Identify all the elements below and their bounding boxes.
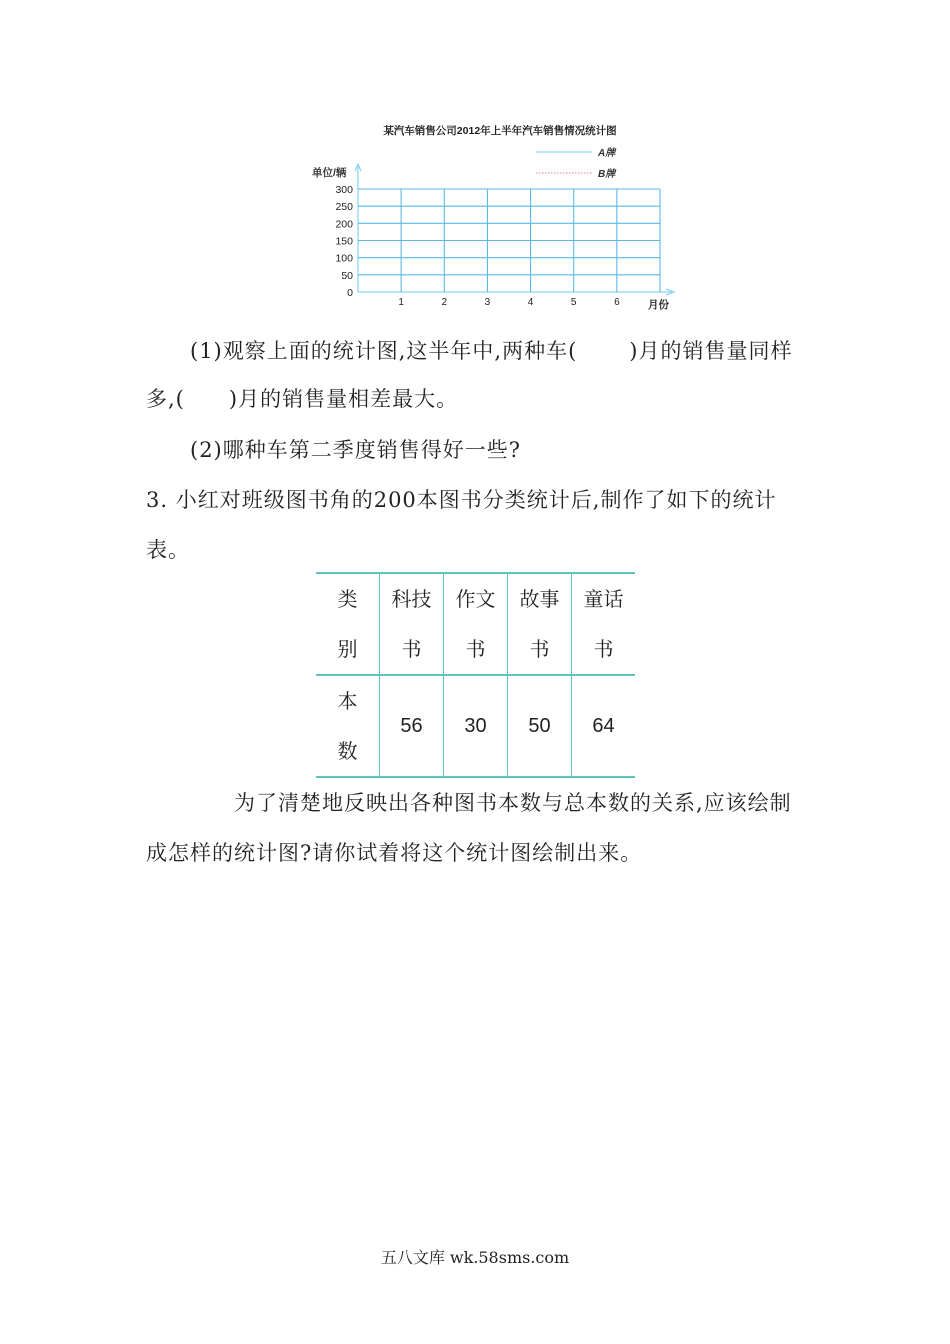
x-tick-label: 2 [441, 297, 448, 308]
question-3-line-1: 3. 小红对班级图书角的200本图书分类统计后,制作了如下的统计 [146, 488, 777, 512]
legend-label-2: B牌 [598, 169, 616, 180]
q1-text-d: )月的销售量相差最大。 [228, 387, 459, 411]
table-cell: 30 [444, 675, 508, 777]
y-tick-label: 50 [341, 269, 353, 282]
x-tick-label: 6 [614, 297, 620, 308]
table-row [316, 675, 635, 777]
table-header-cell: 作文 书 [444, 573, 508, 675]
y-tick-label: 100 [335, 252, 353, 265]
question-1-line-1 [190, 336, 793, 366]
table-cell: 64 [572, 675, 636, 777]
y-axis-label: 单位/辆 [312, 167, 347, 179]
sales-line-chart [300, 112, 700, 312]
question-3-line-2: 表。 [146, 538, 190, 562]
q1-text-a: (1)观察上面的统计图,这半年中,两种车( [190, 339, 578, 363]
question-3-followup-line-2: 成怎样的统计图?请你试着将这个统计图绘制出来。 [146, 841, 643, 865]
table-row-label: 本 数 [316, 675, 380, 777]
x-axis-label: 月份 [648, 299, 669, 311]
x-tick-label: 4 [527, 297, 534, 308]
table-header-cell: 故事 书 [508, 573, 572, 675]
chart-title: 某汽车销售公司2012年上半年汽车销售情况统计图 [383, 125, 617, 137]
table-cell: 50 [508, 675, 572, 777]
y-tick-label: 250 [335, 201, 353, 214]
table-header-row [316, 573, 635, 675]
question-3-followup-line-1: 为了清楚地反映出各种图书本数与总本数的关系,应该绘制 [234, 791, 792, 815]
x-tick-label: 1 [398, 297, 404, 308]
y-tick-label: 150 [335, 235, 353, 248]
x-tick-label: 5 [570, 297, 577, 308]
footer-watermark: 五八文库 wk.58sms.com [380, 1248, 570, 1267]
question-1-line-2 [146, 384, 458, 414]
sales-chart [300, 112, 700, 312]
table-header-cell: 童话 书 [572, 573, 636, 675]
q1-text-c: 多,( [146, 387, 185, 411]
y-tick-label: 200 [335, 218, 353, 231]
table-cell: 56 [380, 675, 444, 777]
table-header-cell: 类 别 [316, 573, 380, 675]
book-stats-table [316, 572, 635, 778]
question-2: (2)哪种车第二季度销售得好一些? [190, 438, 522, 462]
q1-text-b: )月的销售量同样 [629, 339, 793, 363]
legend-label-1: A牌 [598, 148, 616, 159]
x-tick-label: 3 [484, 297, 491, 308]
table-header-cell: 科技 书 [380, 573, 444, 675]
y-tick-label: 0 [347, 287, 353, 299]
y-tick-label: 300 [335, 184, 353, 196]
